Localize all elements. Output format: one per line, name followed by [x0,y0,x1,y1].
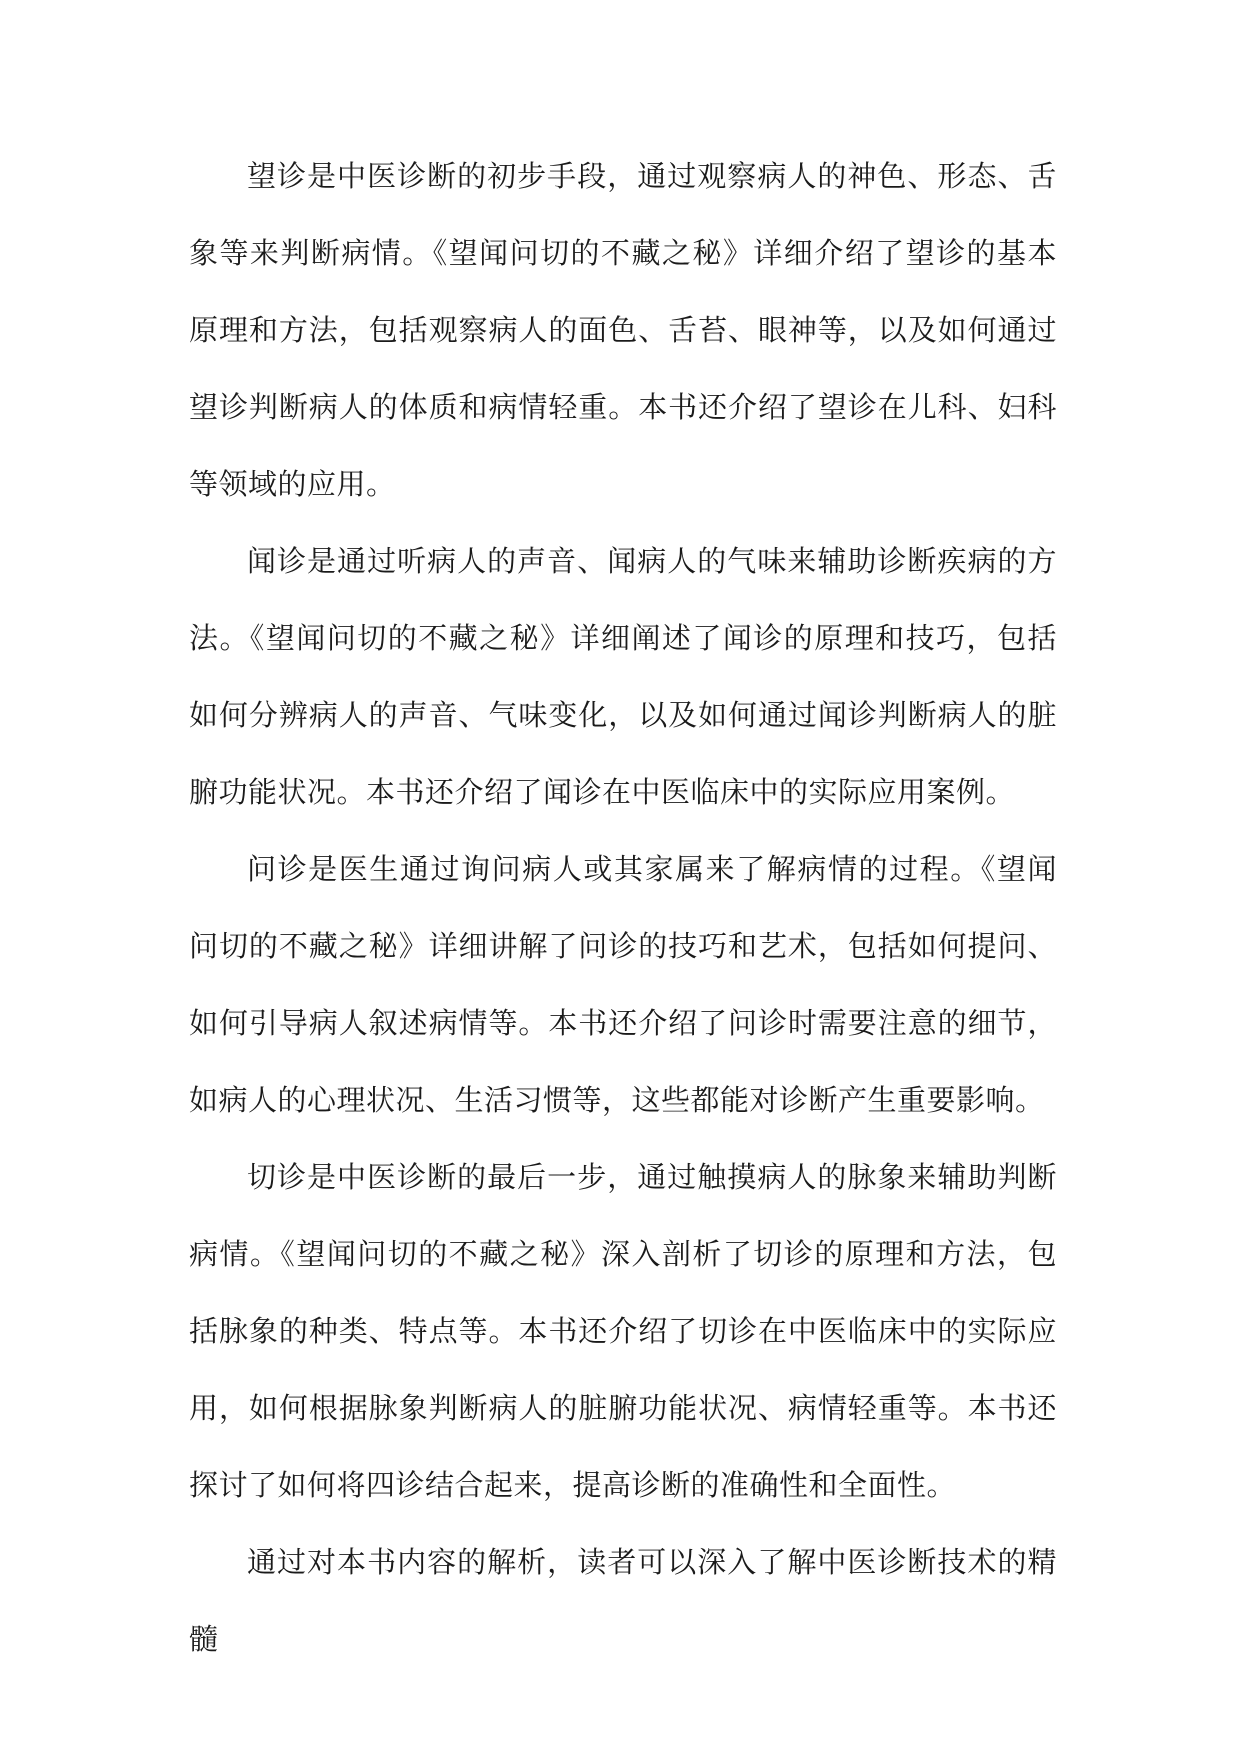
paragraph-inspection: 望诊是中医诊断的初步手段，通过观察病人的神色、形态、舌象等来判断病情。《望闻问切的不藏之秘》详细介绍了望诊的基本原理和方法，包括观察病人的面色、舌苔、眼神等，以及如何通过望诊判断病人的体质和病情轻重。本书还介绍了望诊在儿科、妇科等领域的应用。 [189,159,1057,501]
paragraph-conclusion: 通过对本书内容的解析，读者可以深入了解中医诊断技术的精髓 [189,1545,1057,1656]
paragraph-listening-smelling: 闻诊是通过听病人的声音、闻病人的气味来辅助诊断疾病的方法。《望闻问切的不藏之秘》详细阐述了闻诊的原理和技巧，包括如何分辨病人的声音、气味变化，以及如何通过闻诊判断病人的脏腑功能状况。本书还介绍了闻诊在中医临床中的实际应用案例。 [189,544,1057,809]
paragraph-palpation: 切诊是中医诊断的最后一步，通过触摸病人的脉象来辅助判断病情。《望闻问切的不藏之秘》深入剖析了切诊的原理和方法，包括脉象的种类、特点等。本书还介绍了切诊在中医临床中的实际应用，如何根据脉象判断病人的脏腑功能状况、病情轻重等。本书还探讨了如何将四诊结合起来，提高诊断的准确性和全面性。 [189,1160,1057,1502]
paragraph-inquiry: 问诊是医生通过询问病人或其家属来了解病情的过程。《望闻问切的不藏之秘》详细讲解了问诊的技巧和艺术，包括如何提问、如何引导病人叙述病情等。本书还介绍了问诊时需要注意的细节，如病人的心理状况、生活习惯等，这些都能对诊断产生重要影响。 [189,852,1057,1117]
body-text [189,138,1057,1678]
